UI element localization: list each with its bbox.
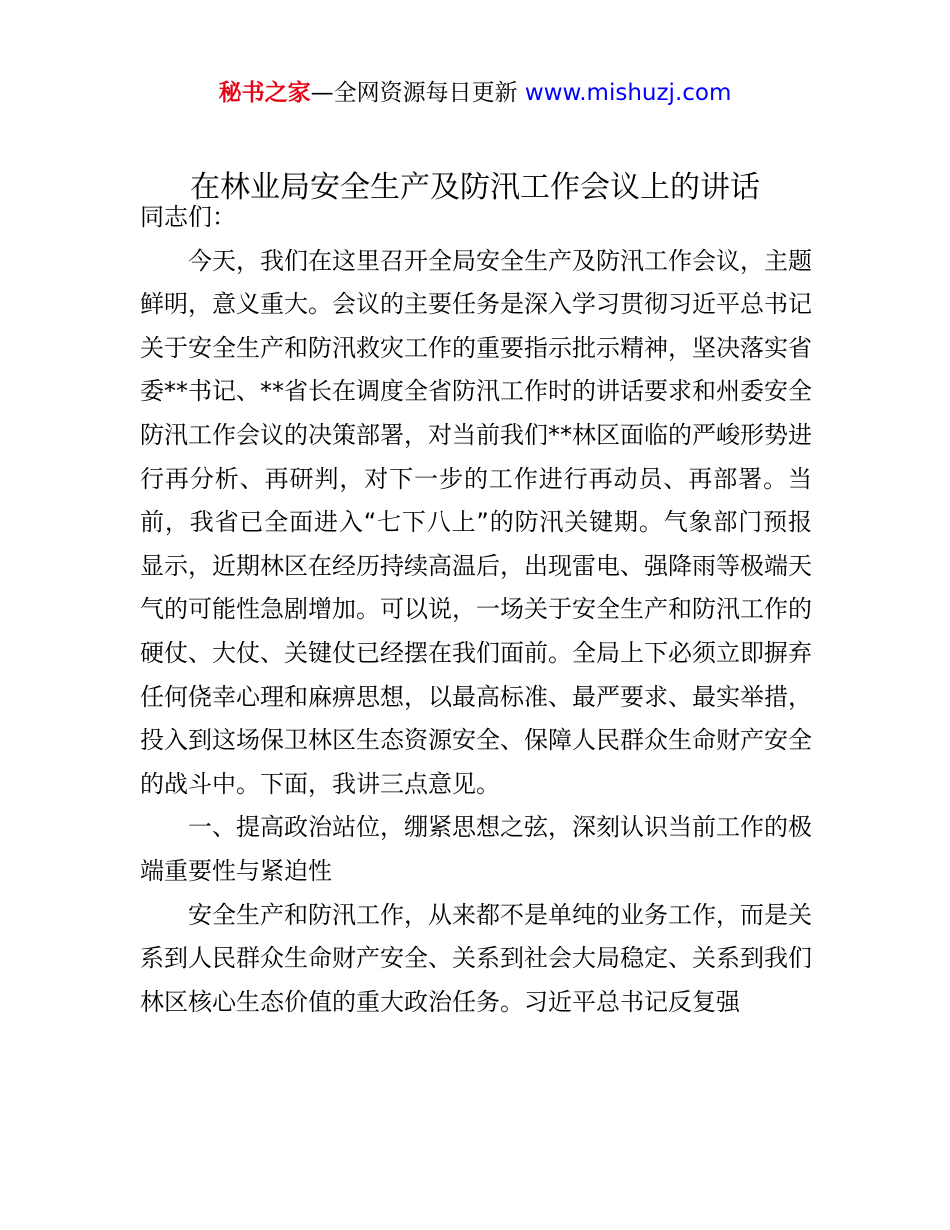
site-tagline: —全网资源每日更新 — [310, 80, 525, 106]
section-heading-1: 一、提高政治站位，绷紧思想之弦，深刻认识当前工作的极端重要性与紧迫性 — [140, 813, 812, 885]
paragraph-section-1: 安全生产和防汛工作，从来都不是单纯的业务工作，而是关系到人民群众生命财产安全、关系到社会大局稳定、关系到我们林区核心生态价值的重大政治任务。习近平总书记反复强 — [140, 900, 812, 1016]
document-title: 在林业局安全生产及防汛工作会议上的讲话 — [190, 170, 760, 205]
document-body — [140, 196, 812, 1024]
paragraph-intro: 今天，我们在这里召开全局安全生产及防汛工作会议，主题鲜明，意义重大。会议的主要任务是深入学习贯彻习近平总书记关于安全生产和防汛救灾工作的重要指示批示精神，坚决落实省委**书记、**省长在调度全省防汛工作时的讲话要求和州委安全防汛工作会议的决策部署，对当前我们**林区面临的严峻形势进行再分析、再研判，对下一步的工作进行再动员、再部署。当前，我省已全面进入“七下八上”的防汛关键期。气象部门预报显示，近期林区在经历持续高温后，出现雷电、强降雨等极端天气的可能性急剧增加。可以说，一场关于安全生产和防汛工作的硬仗、大仗、关键仗已经摆在我们面前。全局上下必须立即摒弃任何侥幸心理和麻痹思想，以最高标准、最严要求、最实举措，投入到这场保卫林区生态资源安全、保障人民群众生命财产安全的战斗中。下面，我讲三点意见。 — [140, 246, 812, 798]
site-header — [0, 78, 950, 108]
site-brand: 秘书之家 — [218, 80, 311, 106]
site-url[interactable]: www.mishuzj.com — [524, 80, 732, 106]
salutation: 同志们： — [140, 203, 236, 231]
